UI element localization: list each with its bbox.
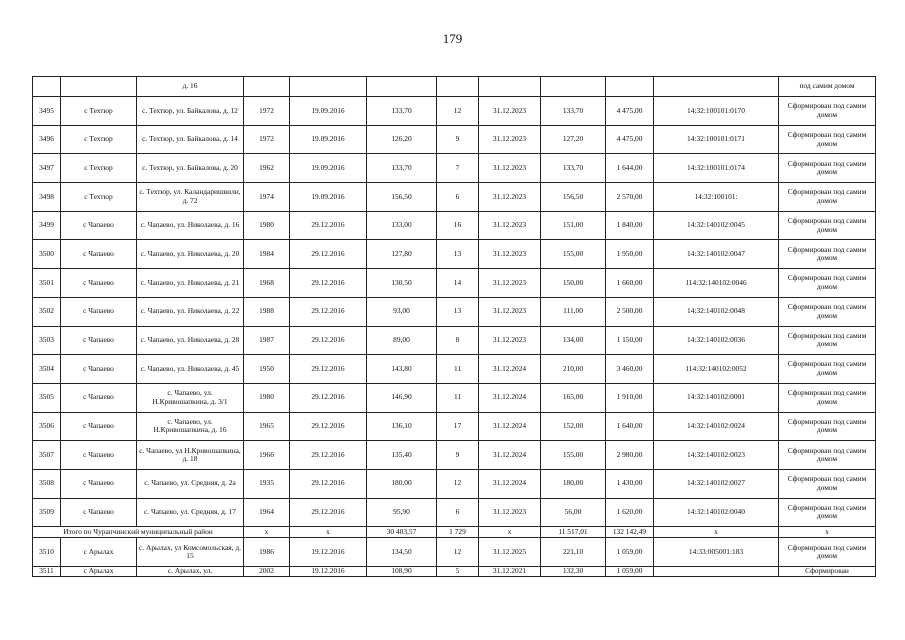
address-cell: д. 16 [137,77,244,97]
deadline-cell: 31.12.2023 [479,326,541,355]
residents-cell: 13 [437,297,479,326]
area-cell: 93,00 [367,297,437,326]
status-cell: Сформирован под самим домом [779,97,876,126]
address-cell: с. Чапаево, ул. Средняя, д. 2а [137,469,244,498]
cost-cell: 2 980,00 [606,441,654,470]
row-number-cell: 3503 [33,326,61,355]
cadastral-number-cell: 14:33:005001:183 [654,538,779,567]
address-cell: с. Техтюр, ул. Байкалова, д. 20 [137,154,244,183]
date-cell: 19.09.2016 [290,183,367,212]
year-cell: 1972 [244,97,290,126]
year-cell: 1980 [244,211,290,240]
deadline-cell: 31.12.2024 [479,412,541,441]
deadline-cell: 31.12.2023 [479,211,541,240]
date-cell: 29.12.2016 [290,441,367,470]
status-cell: Сформирован под самим домом [779,154,876,183]
locality-cell: с Чапаево [61,355,137,384]
locality-cell: с Техтюр [61,97,137,126]
area-planned-cell: 133,70 [541,97,606,126]
residents-cell: 7 [437,154,479,183]
cost-cell: 1 840,00 [606,211,654,240]
cost-cell: 1 910,00 [606,383,654,412]
year-cell: 1962 [244,154,290,183]
locality-cell: с Чапаево [61,441,137,470]
row-number-cell: 3495 [33,97,61,126]
area-cell: 134,50 [367,538,437,567]
total-cost: 132 142,49 [606,527,654,538]
address-cell: с. Арылах, ул Комсомольская, д. 15 [137,538,244,567]
date-cell: 29.12.2016 [290,326,367,355]
table-row [33,441,876,470]
cadastral-number-cell: 114:32:140102:0052 [654,355,779,384]
cadastral-number-cell: 14:32:140102:0023 [654,441,779,470]
table-row [33,154,876,183]
residents-cell: 16 [437,211,479,240]
table-row [33,240,876,269]
area-planned-cell: 165,00 [541,383,606,412]
area-cell: 130,50 [367,269,437,298]
table-row [33,355,876,384]
area-planned-cell: 111,00 [541,297,606,326]
area-cell: 133,00 [367,211,437,240]
address-cell: с. Чапаево, ул. Николаева, д. 21 [137,269,244,298]
residents-cell: 8 [437,326,479,355]
residents-cell: 14 [437,269,479,298]
table-row [33,297,876,326]
table-row [33,567,876,577]
status-cell: Сформирован под самим домом [779,297,876,326]
status-cell: Сформирован под самим домом [779,383,876,412]
locality-cell: с Арылах [61,567,137,577]
deadline-cell: 31.12.2024 [479,355,541,384]
year-cell: 1984 [244,240,290,269]
date-cell: 19.09.2016 [290,97,367,126]
cost-cell: 2 500,00 [606,297,654,326]
table-row [33,125,876,154]
deadline-cell: 31.12.2023 [479,97,541,126]
area-planned-cell: 132,30 [541,567,606,577]
cost-cell: 1 150,00 [606,326,654,355]
date-cell: 29.12.2016 [290,240,367,269]
residents-cell: 5 [437,567,479,577]
area-cell: 108,90 [367,567,437,577]
area-cell: 133,70 [367,97,437,126]
area-planned-cell: 210,00 [541,355,606,384]
date-cell: 29.12.2016 [290,297,367,326]
cadastral-number-cell: 114:32:140102:0046 [654,269,779,298]
deadline-cell: 31.12.2023 [479,269,541,298]
address-cell: с. Чапаево, ул. Николаева, д. 45 [137,355,244,384]
table-row [33,183,876,212]
cadastral-number-cell: 14:32:140102:0024 [654,412,779,441]
address-cell: с. Техтюр, ул. Каландаришвили, д. 72 [137,183,244,212]
cost-cell: 4 475,00 [606,97,654,126]
row-number-cell: 3508 [33,469,61,498]
cost-cell: 1 059,00 [606,538,654,567]
deadline-cell: 31.12.2021 [479,567,541,577]
row-number-cell: 3505 [33,383,61,412]
year-cell: 1950 [244,355,290,384]
area-planned-cell: 134,00 [541,326,606,355]
area-cell: 156,50 [367,183,437,212]
date-cell: 29.12.2016 [290,412,367,441]
row-number-cell: 3502 [33,297,61,326]
total-area: 30 403,57 [367,527,437,538]
date-cell: 19.09.2016 [290,125,367,154]
locality-cell: с Чапаево [61,498,137,527]
total-x-cell: х [654,527,779,538]
area-cell: 135,40 [367,441,437,470]
row-number-cell: 3500 [33,240,61,269]
cadastral-number-cell: 14:32:140102:0047 [654,240,779,269]
date-cell: 29.12.2016 [290,211,367,240]
area-planned-cell: 221,10 [541,538,606,567]
residents-cell: 6 [437,498,479,527]
table-row [33,326,876,355]
date-cell: 19.12.2016 [290,567,367,577]
status-cell: Сформирован под самим домом [779,355,876,384]
cadastral-number-cell: 14:32:140102:0027 [654,469,779,498]
year-cell: 1968 [244,269,290,298]
table-row [33,383,876,412]
area-cell: 133,70 [367,154,437,183]
row-number-cell: 3509 [33,498,61,527]
cost-cell: 1 620,00 [606,498,654,527]
cadastral-number-cell: 14:32:100101: [654,183,779,212]
locality-cell: с Чапаево [61,383,137,412]
table-row [33,469,876,498]
residents-cell: 13 [437,240,479,269]
year-cell: 1987 [244,326,290,355]
year-cell: 1974 [244,183,290,212]
total-x-cell: х [290,527,367,538]
deadline-cell: 31.12.2023 [479,297,541,326]
area-planned-cell: 155,00 [541,441,606,470]
total-x-cell: х [779,527,876,538]
status-cell: под самим домом [779,77,876,97]
year-cell: 1980 [244,383,290,412]
year-cell: 1935 [244,469,290,498]
residents-cell: 12 [437,97,479,126]
cadastral-number-cell: 14:32:100101:0174 [654,154,779,183]
date-cell: 29.12.2016 [290,469,367,498]
table-row [33,97,876,126]
residents-cell: 12 [437,469,479,498]
locality-cell: с Арылах [61,538,137,567]
area-cell: 180,00 [367,469,437,498]
area-planned-cell: 152,00 [541,412,606,441]
status-cell: Сформирован под самим домом [779,326,876,355]
year-cell: 1965 [244,412,290,441]
area-cell: 143,80 [367,355,437,384]
deadline-cell: 31.12.2023 [479,240,541,269]
address-cell: с. Чапаево, ул. Н.Кривошапкина, д. 3/1 [137,383,244,412]
row-number-cell: 3510 [33,538,61,567]
registry-table [32,76,876,577]
cadastral-number-cell: 14:32:140102:0001 [654,383,779,412]
date-cell: 29.12.2016 [290,269,367,298]
year-cell: 1966 [244,441,290,470]
status-cell: Сформирован под самим домом [779,183,876,212]
locality-cell: с Техтюр [61,154,137,183]
row-number-cell: 3511 [33,567,61,577]
year-cell: 1986 [244,538,290,567]
total-x-cell: х [479,527,541,538]
cost-cell: 4 475,00 [606,125,654,154]
cost-cell: 1 644,00 [606,154,654,183]
row-number-cell: 3506 [33,412,61,441]
area-cell: 146,90 [367,383,437,412]
residents-cell: 9 [437,125,479,154]
total-row [33,527,876,538]
area-planned-cell: 133,70 [541,154,606,183]
table-row [33,269,876,298]
cost-cell: 3 460,00 [606,355,654,384]
area-cell: 89,00 [367,326,437,355]
address-cell: с. Чапаево, ул. Николаева, д. 16 [137,211,244,240]
year-cell: 2002 [244,567,290,577]
date-cell: 29.12.2016 [290,498,367,527]
address-cell: с. Чапаево, ул. Средняя, д. 17 [137,498,244,527]
row-number-cell: 3499 [33,211,61,240]
cost-cell: 2 570,00 [606,183,654,212]
area-cell: 136,10 [367,412,437,441]
residents-cell: 12 [437,538,479,567]
deadline-cell: 31.12.2024 [479,469,541,498]
cost-cell: 1 640,00 [606,412,654,441]
status-cell: Сформирован под самим домом [779,269,876,298]
status-cell: Сформирован под самим домом [779,538,876,567]
row-number-cell: 3501 [33,269,61,298]
area-planned-cell: 56,00 [541,498,606,527]
deadline-cell: 31.12.2023 [479,154,541,183]
locality-cell: с Техтюр [61,183,137,212]
deadline-cell: 31.12.2025 [479,538,541,567]
locality-cell: с Чапаево [61,269,137,298]
area-planned-cell: 150,00 [541,269,606,298]
address-cell: с. Чапаево, ул. Николаева, д. 22 [137,297,244,326]
area-cell: 126,20 [367,125,437,154]
total-residents: 1 729 [437,527,479,538]
year-cell: 1972 [244,125,290,154]
residents-cell: 9 [437,441,479,470]
locality-cell: с Чапаево [61,211,137,240]
cadastral-number-cell: 14:32:140102:0045 [654,211,779,240]
table-row [33,498,876,527]
locality-cell: с Чапаево [61,412,137,441]
date-cell: 19.12.2016 [290,538,367,567]
cadastral-number-cell [654,567,779,577]
status-cell: Сформирован под самим домом [779,125,876,154]
table-row [33,538,876,567]
page-number: 179 [442,31,463,46]
address-cell: с. Техтюр, ул. Байкалова, д. 12 [137,97,244,126]
area-planned-cell: 156,50 [541,183,606,212]
locality-cell: с Техтюр [61,125,137,154]
cadastral-number-cell: 14:32:100101:0170 [654,97,779,126]
table-row [33,412,876,441]
address-cell: с. Арылах, ул. [137,567,244,577]
status-cell: Сформирован под самим домом [779,441,876,470]
address-cell: с. Чапаево, ул. Николаева, д. 28 [137,326,244,355]
address-cell: с. Чапаево, ул Н.Кривошапкина, д. 18 [137,441,244,470]
year-cell: 1964 [244,498,290,527]
deadline-cell: 31.12.2023 [479,125,541,154]
cadastral-number-cell: 14:32:100101:0171 [654,125,779,154]
total-x-cell: х [244,527,290,538]
cost-cell: 1 660,00 [606,269,654,298]
locality-cell: с Чапаево [61,240,137,269]
status-cell: Сформирован под самим домом [779,469,876,498]
area-planned-cell: 180,00 [541,469,606,498]
date-cell: 29.12.2016 [290,355,367,384]
status-cell: Сформирован под самим домом [779,412,876,441]
cadastral-number-cell: 14:32:140102:0048 [654,297,779,326]
table-row [33,77,876,97]
cadastral-number-cell: 14:32:140102:0040 [654,498,779,527]
area-cell: 95,90 [367,498,437,527]
total-area-planned: 11 517,01 [541,527,606,538]
locality-cell: с Чапаево [61,326,137,355]
status-cell: Сформирован под самим домом [779,498,876,527]
status-cell: Сформирован под самим домом [779,240,876,269]
deadline-cell: 31.12.2023 [479,183,541,212]
address-cell: с. Техтюр, ул. Байкалова, д. 14 [137,125,244,154]
address-cell: с. Чапаево, ул. Н.Кривошапкина, д. 16 [137,412,244,441]
cadastral-number-cell: 14:32:140102:0036 [654,326,779,355]
cost-cell: 1 430,00 [606,469,654,498]
row-number-cell: 3504 [33,355,61,384]
residents-cell: 6 [437,183,479,212]
date-cell: 29.12.2016 [290,383,367,412]
area-planned-cell: 127,20 [541,125,606,154]
residents-cell: 11 [437,383,479,412]
cost-cell: 1 950,00 [606,240,654,269]
total-label: Итого по Чурапчинский муниципальный район [33,527,244,538]
area-planned-cell: 151,00 [541,211,606,240]
area-cell: 127,80 [367,240,437,269]
address-cell: с. Чапаево, ул. Николаева, д. 20 [137,240,244,269]
area-planned-cell: 155,00 [541,240,606,269]
row-number-cell: 3498 [33,183,61,212]
locality-cell: с Чапаево [61,297,137,326]
deadline-cell: 31.12.2024 [479,441,541,470]
table-row [33,211,876,240]
row-number-cell: 3507 [33,441,61,470]
deadline-cell: 31.12.2024 [479,383,541,412]
residents-cell: 17 [437,412,479,441]
date-cell: 19.09.2016 [290,154,367,183]
residents-cell: 11 [437,355,479,384]
year-cell: 1988 [244,297,290,326]
status-cell: Сформирован под самим домом [779,211,876,240]
row-number-cell: 3497 [33,154,61,183]
deadline-cell: 31.12.2023 [479,498,541,527]
locality-cell: с Чапаево [61,469,137,498]
cost-cell: 1 059,00 [606,567,654,577]
status-cell: Сформирован [779,567,876,577]
row-number-cell: 3496 [33,125,61,154]
